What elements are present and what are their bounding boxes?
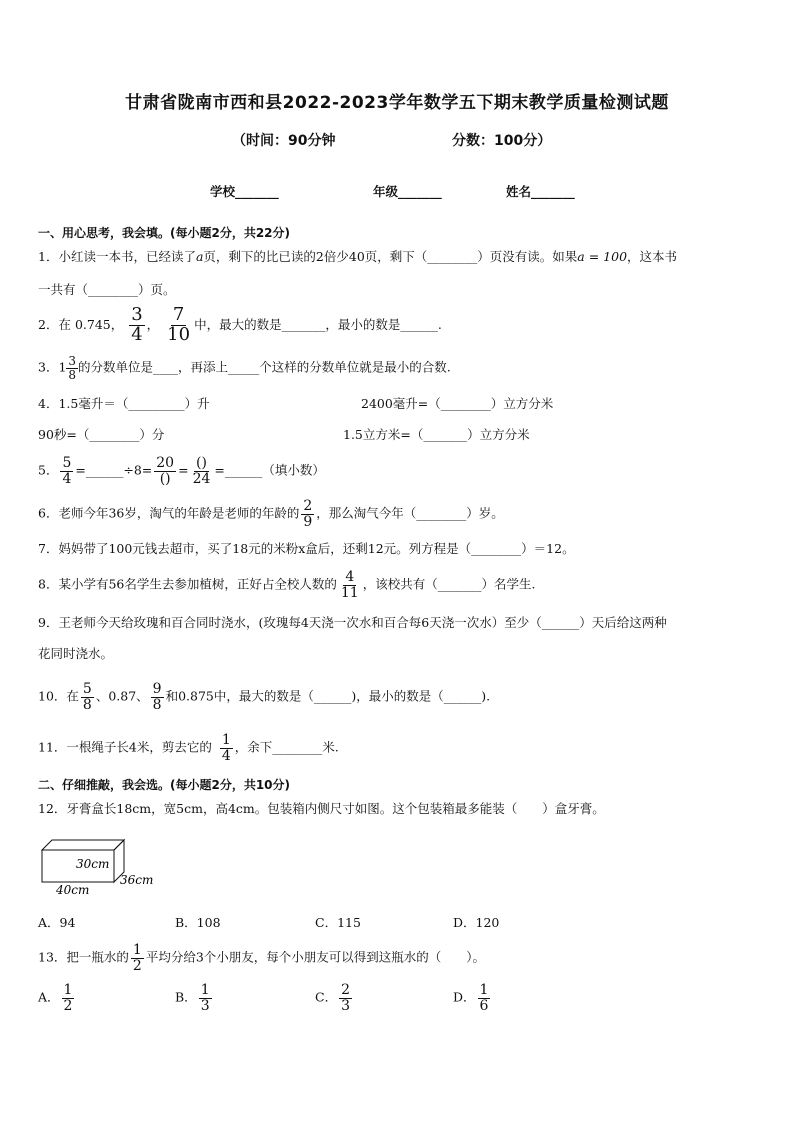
question-12: 12．牙膏盒长18cm，宽5cm，高4cm。包装箱内侧尺寸如图。这个包装箱最多能装（ ）盒牙膏。: [38, 801, 605, 816]
box-height-label: 30cm: [76, 857, 110, 871]
section-1-heading: 一、用心思考，我会填。(每小题2分，共22分): [38, 226, 291, 240]
q13-option-d-fraction: [478, 983, 491, 1013]
question-1: [38, 251, 677, 264]
q11-text-a: 11．一根绳子长4米，剪去它的: [38, 739, 212, 755]
q3-text-b: 的分数单位是____，再添上_____个这样的分数单位就是最小的合数.: [78, 359, 451, 375]
q8-fraction: [339, 570, 361, 600]
q13-option-a[interactable]: [38, 983, 76, 1013]
q12-option-a[interactable]: A．94: [38, 915, 76, 930]
question-2: [38, 306, 442, 345]
q13-option-b-numerator: 1: [200, 982, 210, 998]
q13-option-a-label: A．: [38, 989, 60, 1005]
q10-fraction-1: [81, 682, 94, 712]
q10-f2-denominator: 8: [152, 696, 162, 713]
q12-option-b[interactable]: B．108: [175, 915, 221, 930]
question-4c: 90秒=（________）分: [38, 427, 165, 442]
q13-option-d-numerator: 1: [479, 982, 489, 998]
q10-text-a: 10．在: [38, 688, 79, 704]
exam-score: 分数：100分）: [452, 133, 552, 149]
q11-text-b: ，余下________米.: [234, 739, 339, 755]
question-9-line2: 花同时浇水。: [38, 646, 114, 661]
q10-f1-numerator: 5: [82, 681, 92, 697]
q5-text-a: 5．: [38, 462, 59, 478]
q10-fraction-2: [151, 682, 164, 712]
q5-fraction-3: [191, 456, 213, 486]
q13-fraction: [131, 943, 144, 973]
q5-equals: =: [178, 462, 189, 478]
q10-text-c: 和0.875中，最大的数是（______)，最小的数是（______).: [165, 688, 491, 704]
box-width-label: 36cm: [120, 873, 154, 887]
q5-fraction-1: [60, 456, 73, 486]
question-3: [38, 355, 451, 381]
question-1-line2: 一共有（________）页。: [38, 282, 176, 297]
q13-option-a-denominator: 2: [63, 997, 73, 1014]
q2-decimal: 0.745，: [74, 316, 124, 332]
q5-text-b: =______÷8=: [75, 462, 153, 478]
q5-f3-denominator: 24: [192, 470, 211, 487]
question-5: [38, 456, 325, 486]
q13-option-d-label: D．: [453, 989, 476, 1005]
question-7: 7．妈妈带了100元钱去超市，买了18元的米粉x盒后，还剩12元。列方程是（________）＝12。: [38, 541, 575, 556]
q13-option-b[interactable]: [175, 983, 214, 1013]
q13-option-b-label: B．: [175, 989, 197, 1005]
q13-option-c-numerator: 2: [341, 982, 350, 998]
q2-f1-numerator: 3: [131, 304, 143, 325]
q6-text-b: ，那么淘气今年（________）岁。: [316, 505, 504, 521]
q5-f2-denominator: (): [159, 470, 171, 487]
question-9: 9．王老师今天给玫瑰和百合同时浇水，(玫瑰每4天浇一次水和百合每6天浇一次水）至少（______）天后给这两种: [38, 615, 667, 630]
q12-option-d[interactable]: D．120: [453, 915, 500, 930]
q6-denominator: 9: [303, 513, 313, 530]
q6-numerator: 2: [303, 498, 313, 514]
q11-numerator: 1: [221, 732, 231, 748]
q8-denominator: 11: [340, 584, 359, 601]
q8-numerator: 4: [345, 569, 355, 585]
q6-fraction: [301, 499, 314, 529]
q13-option-d[interactable]: [453, 983, 492, 1013]
school-field[interactable]: 学校_______: [210, 184, 279, 199]
question-6: [38, 499, 504, 529]
q5-f2-numerator: 20: [156, 455, 175, 471]
q8-text-a: 8．某小学有56名学生去参加植树，正好占全校人数的: [38, 576, 337, 592]
exam-time: （时间：90分钟: [232, 133, 336, 149]
q13-numerator: 1: [132, 942, 142, 958]
q3-text-a: 3．1: [38, 359, 67, 375]
q2-f2-denominator: 10: [167, 323, 191, 345]
q13-option-a-numerator: 1: [63, 982, 73, 998]
box-top-face: [42, 840, 124, 850]
q1-text-a: 1．小红读一本书，已经读了: [38, 249, 196, 264]
q13-option-c-denominator: 3: [341, 997, 350, 1014]
q10-f1-denominator: 8: [82, 696, 92, 713]
q2-fraction-2: [165, 306, 192, 345]
question-10: [38, 682, 490, 712]
q13-option-b-fraction: [199, 983, 212, 1013]
q5-f3-numerator: (): [196, 455, 207, 471]
q13-option-c[interactable]: [315, 983, 354, 1013]
q10-text-b: 、0.87、: [95, 688, 149, 704]
q3-numerator: 3: [68, 354, 77, 368]
question-4b: 2400毫升=（________）立方分米: [361, 396, 554, 411]
q10-f2-numerator: 9: [152, 681, 162, 697]
q11-denominator: 4: [221, 747, 231, 764]
q5-f1-denominator: 4: [62, 470, 72, 487]
q13-option-d-denominator: 6: [479, 997, 489, 1014]
question-13: [38, 943, 485, 973]
q12-option-c[interactable]: C．115: [315, 915, 361, 930]
q3-fraction: [66, 355, 78, 381]
q13-option-b-denominator: 3: [200, 997, 210, 1014]
q5-text-c: =______（填小数）: [214, 462, 325, 478]
q13-text-b: 平均分给3个小朋友，每个小朋友可以得到这瓶水的（ ）。: [145, 949, 486, 965]
q6-text-a: 6．老师今年36岁，淘气的年龄是老师的年龄的: [38, 505, 300, 521]
q13-option-c-label: C．: [315, 989, 338, 1005]
question-4a: 4．1.5毫升＝（_________）升: [38, 396, 210, 411]
q13-text-a: 13．把一瓶水的: [38, 949, 129, 965]
q13-denominator: 2: [132, 957, 142, 974]
q2-text-b: 中，最大的数是_______，最小的数是______.: [194, 316, 442, 332]
q1-equation: a = 100: [577, 249, 628, 264]
q8-text-b: ，该校共有（_______）名学生.: [362, 576, 536, 592]
page-title: 甘肃省陇南市西和县2022-2023学年数学五下期末教学质量检测试题: [125, 93, 669, 113]
q5-f1-numerator: 5: [62, 455, 72, 471]
box-length-label: 40cm: [56, 883, 90, 897]
q1-text-c: ，这本书: [627, 249, 678, 264]
q1-variable: a: [195, 249, 204, 264]
q13-option-c-fraction: [339, 983, 352, 1013]
q2-text-a: 2．在: [38, 316, 71, 332]
box-diagram: [38, 836, 168, 898]
question-8: [38, 570, 535, 600]
q2-fraction-1: [129, 306, 144, 345]
section-2-heading: 二、仔细推敲，我会选。(每小题2分，共10分): [38, 778, 291, 792]
q1-text-b: 页，剩下的比已读的2倍少40页，剩下（________）页没有读。如果: [203, 249, 578, 264]
q13-option-a-fraction: [62, 983, 75, 1013]
q2-f1-denominator: 4: [131, 323, 143, 345]
name-field[interactable]: 姓名_______: [506, 184, 575, 199]
q2-separator: ，: [146, 316, 160, 332]
q11-fraction: [220, 733, 233, 763]
question-11: [38, 733, 339, 763]
q5-fraction-2: [154, 456, 176, 486]
q3-denominator: 8: [68, 367, 77, 382]
q2-f2-numerator: 7: [172, 304, 185, 325]
question-4d: 1.5立方米=（_______）立方分米: [343, 427, 530, 442]
grade-field[interactable]: 年级_______: [373, 184, 442, 199]
